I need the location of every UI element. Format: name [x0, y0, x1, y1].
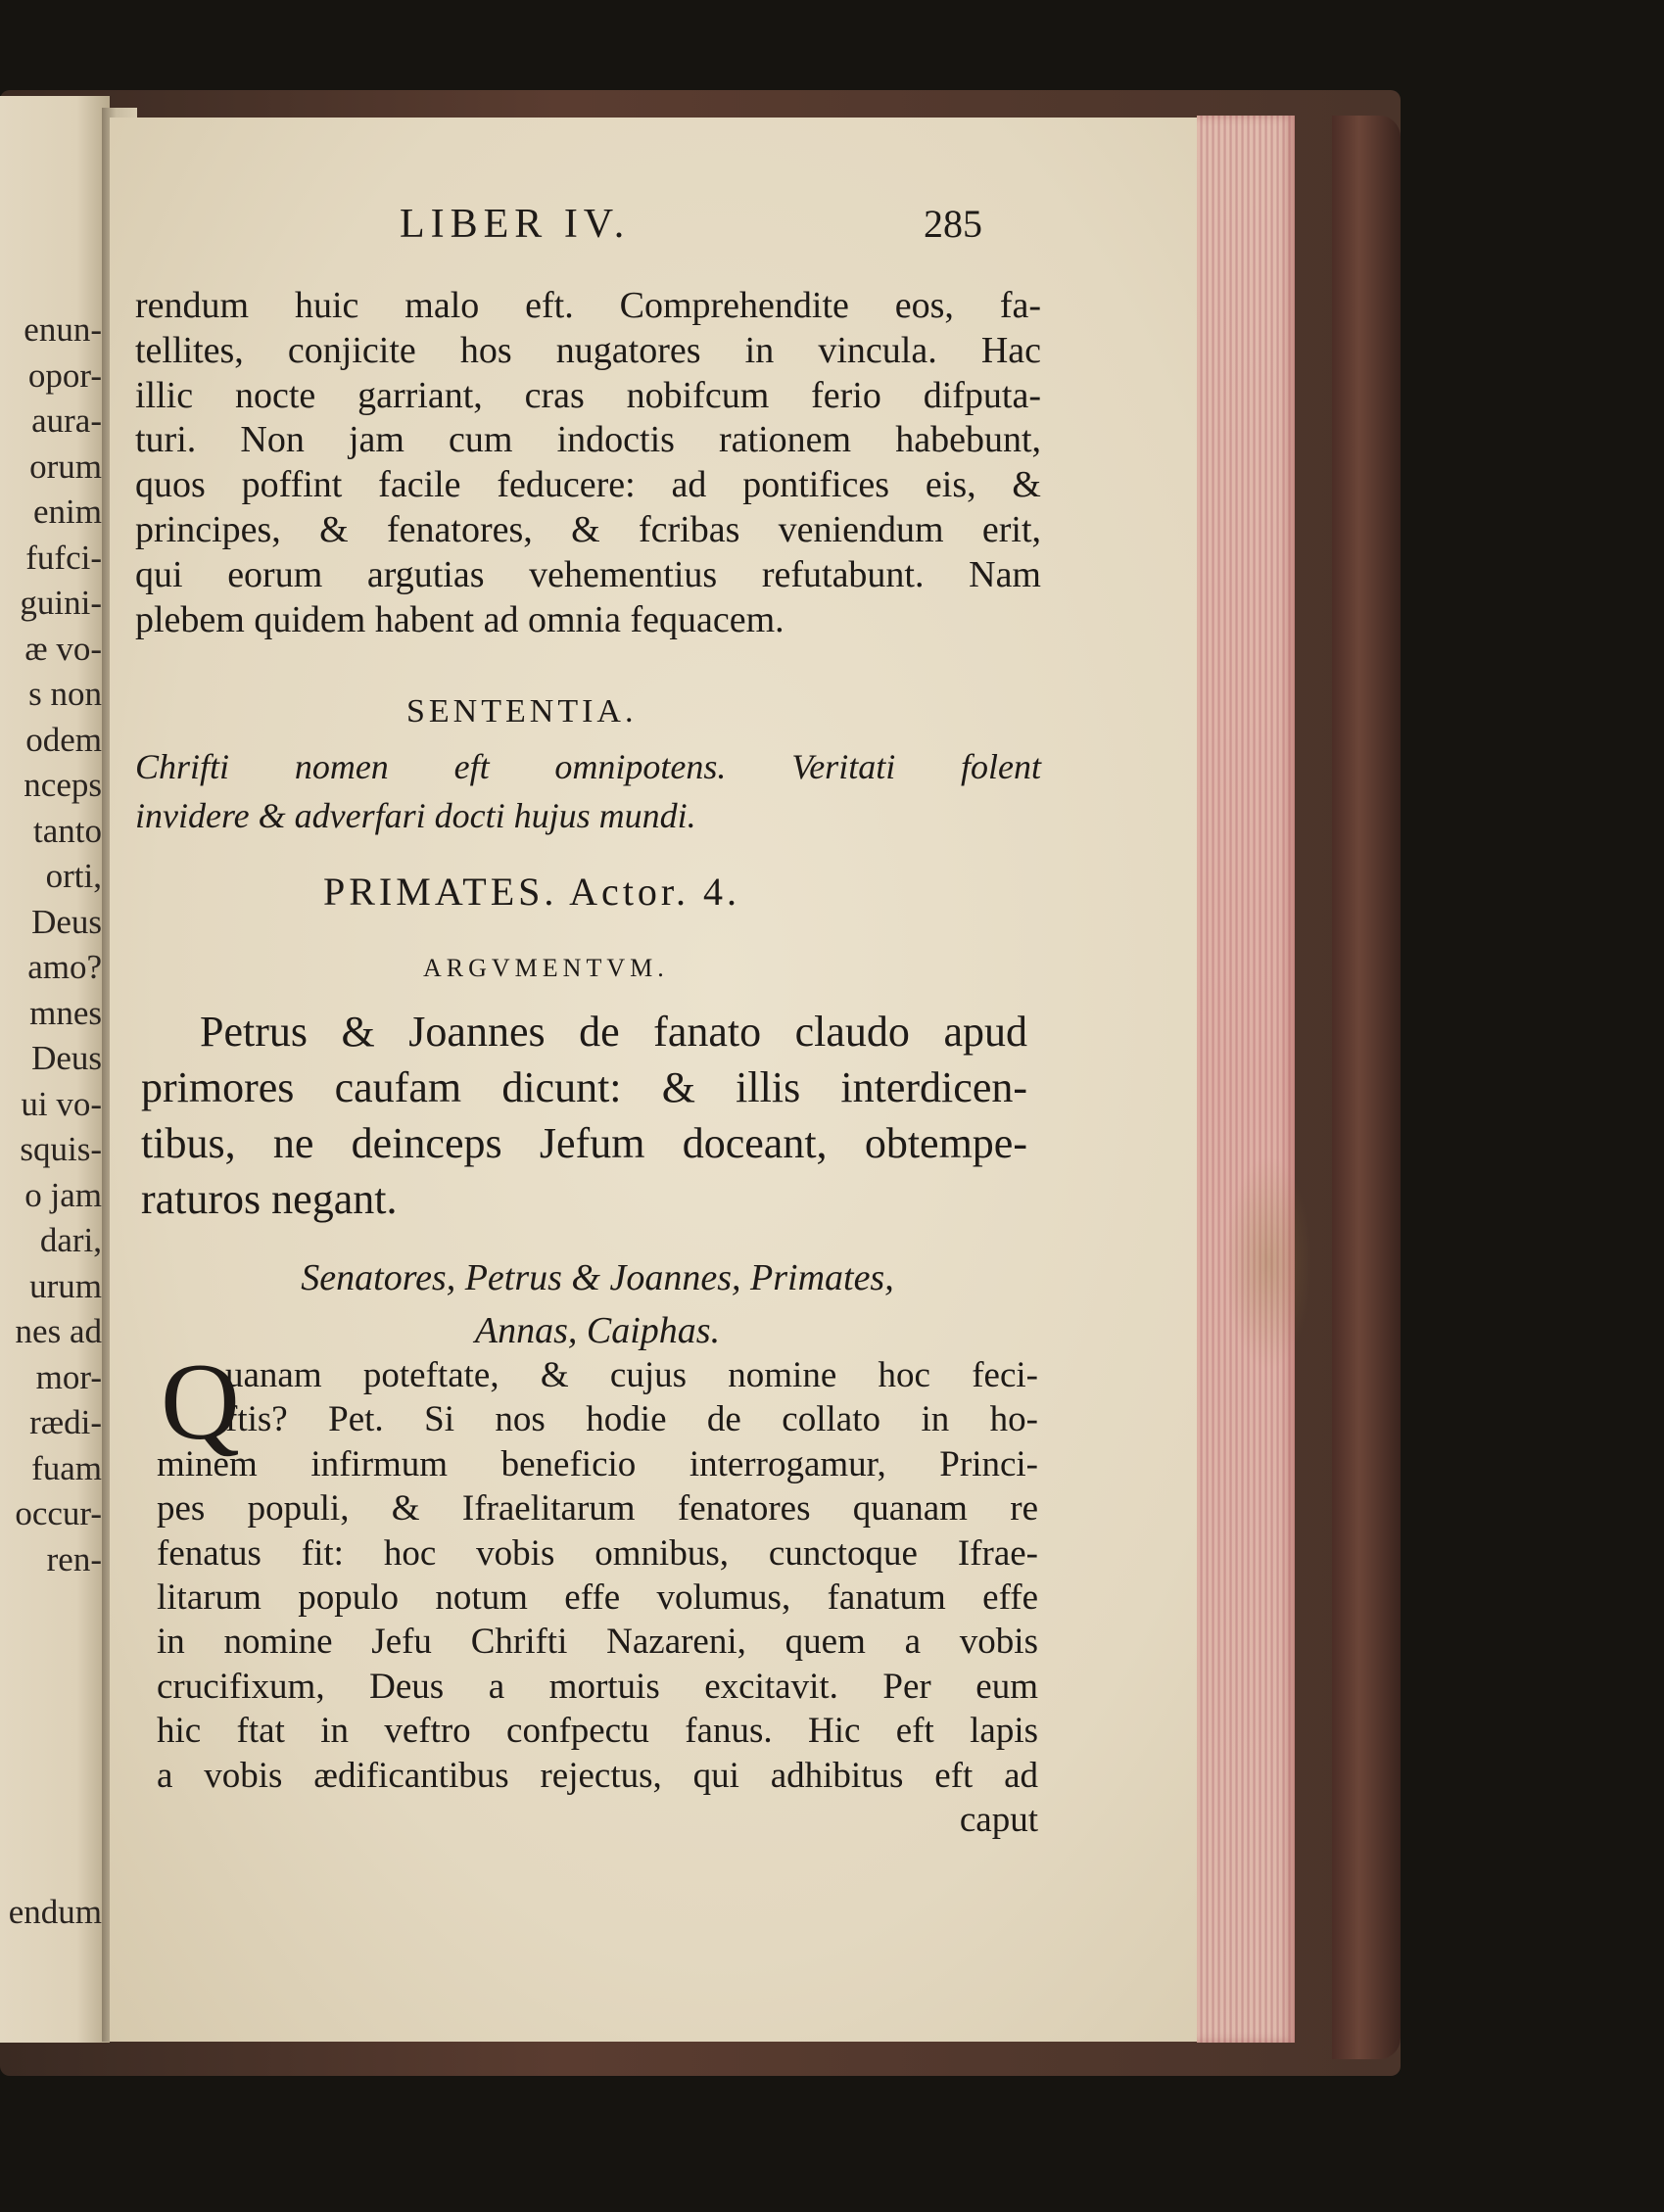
left-page-line: nceps — [24, 766, 102, 804]
dialogue-line: uanam poteftate, & cujus nomine hoc feci- — [225, 1355, 1038, 1395]
left-page-line: orum — [29, 447, 102, 486]
left-page-line: orti, — [45, 857, 102, 895]
edge-stain — [1224, 1155, 1312, 1371]
left-page-line: tanto — [33, 811, 102, 850]
page-number: 285 — [924, 202, 982, 246]
left-page-last-line: endum — [8, 1893, 102, 1931]
left-page-line: Deus — [31, 902, 102, 941]
left-page-line: amo? — [27, 948, 102, 986]
left-page-line: mor- — [35, 1357, 102, 1396]
body-line: turi. Non jam cum indoctis rationem habebunt, — [135, 419, 1041, 461]
sententia-heading: SENTENTIA. — [406, 693, 638, 729]
dialogue-line: pes populi, & Ifraelitarum fenatores quanam re — [157, 1488, 1038, 1530]
catchword: caput — [959, 1800, 1038, 1841]
book-cover-spine-edge — [1332, 116, 1401, 2059]
left-page-line: odem — [25, 720, 102, 759]
body-line: principes, & fenatores, & fcribas veniendum erit, — [135, 508, 1041, 550]
left-page-line: squis- — [20, 1130, 102, 1168]
left-page-text — [0, 307, 102, 1582]
scene-title: PRIMATES. Actor. 4. — [323, 870, 741, 914]
page-edges — [1197, 116, 1295, 2043]
left-page-line: aura- — [31, 401, 102, 440]
body-line: quos poffint facile feducere: ad pontifices eis, & — [135, 464, 1041, 506]
left-page-line: æ vo- — [24, 629, 102, 668]
left-page-line: guini- — [20, 584, 102, 622]
argumentum-line: primores caufam dicunt: & illis interdicen- — [141, 1063, 1027, 1111]
left-page-line: occur- — [15, 1494, 102, 1532]
left-page-line: enim — [33, 493, 102, 531]
left-page-line: rædi- — [29, 1403, 102, 1441]
dramatis-personae — [206, 1251, 989, 1357]
body-line: tellites, conjicite hos nugatores in vincula. Hac — [135, 329, 1041, 371]
left-page-line: enun- — [24, 310, 102, 349]
left-page — [0, 96, 110, 2043]
left-page-line: o jam — [24, 1175, 102, 1214]
left-page-line: urum — [29, 1266, 102, 1305]
left-page-line: s non — [28, 675, 102, 713]
sententia-line: Chrifti nomen eft omnipotens. Veritati folent — [135, 747, 1041, 786]
argumentum-text — [141, 1004, 1027, 1227]
argumentum-line: tibus, ne deinceps Jefum doceant, obtempe- — [141, 1119, 1027, 1167]
left-page-line: nes ad — [15, 1312, 102, 1350]
argumentum-heading: ARGVMENTVM. — [423, 954, 669, 982]
drop-cap: Q — [161, 1341, 240, 1463]
body-text — [135, 284, 1041, 642]
left-page-line: fuam — [31, 1448, 102, 1487]
left-page-line: ui vo- — [21, 1084, 102, 1123]
left-page-line: mnes — [29, 993, 102, 1032]
dialogue-text — [157, 1341, 1038, 1842]
dialogue-line: a vobis ædificantibus rejectus, qui adhibitus eft ad — [157, 1755, 1038, 1796]
argumentum-line: raturos negant. — [141, 1175, 398, 1223]
left-page-line: ren- — [46, 1539, 102, 1578]
body-line: plebem quidem habent ad omnia fequacem. — [135, 598, 784, 640]
dialogue-line: in nomine Jefu Chrifti Nazareni, quem a vobis — [157, 1622, 1038, 1663]
sententia-line: invidere & adverfari docti hujus mundi. — [135, 796, 696, 835]
body-line: qui eorum argutias vehementius refutabunt. Nam — [135, 553, 1041, 595]
left-page-line: dari, — [39, 1221, 102, 1259]
left-page-line: Deus — [31, 1039, 102, 1077]
left-page-line: fufci- — [25, 538, 102, 577]
dialogue-line: fenatus fit: hoc vobis omnibus, cunctoque Ifrae- — [157, 1532, 1038, 1574]
running-title: LIBER IV. — [400, 202, 631, 247]
personae-line: Annas, Caiphas. — [474, 1310, 721, 1351]
argumentum-line: Petrus & Joannes de fanato claudo apud — [200, 1008, 1027, 1056]
dialogue-line: ftis? Pet. Si nos hodie de collato in ho- — [225, 1399, 1038, 1440]
body-line: rendum huic malo eft. Comprehendite eos, fa- — [135, 285, 1041, 326]
dialogue-line: crucifixum, Deus a mortuis excitavit. Per eum — [157, 1666, 1038, 1707]
dialogue-line: minem infirmum beneficio interrogamur, Princi- — [157, 1443, 1038, 1484]
sententia-text — [135, 742, 1041, 840]
dialogue-line: hic ftat in veftro confpectu fanus. Hic eft lapis — [157, 1711, 1038, 1752]
dialogue-line: litarum populo notum effe volumus, fanatum effe — [157, 1577, 1038, 1619]
personae-line: Senatores, Petrus & Joannes, Primates, — [301, 1257, 894, 1298]
left-page-line: opor- — [27, 355, 102, 395]
body-line: illic nocte garriant, cras nobifcum ferio difputa- — [135, 374, 1041, 416]
